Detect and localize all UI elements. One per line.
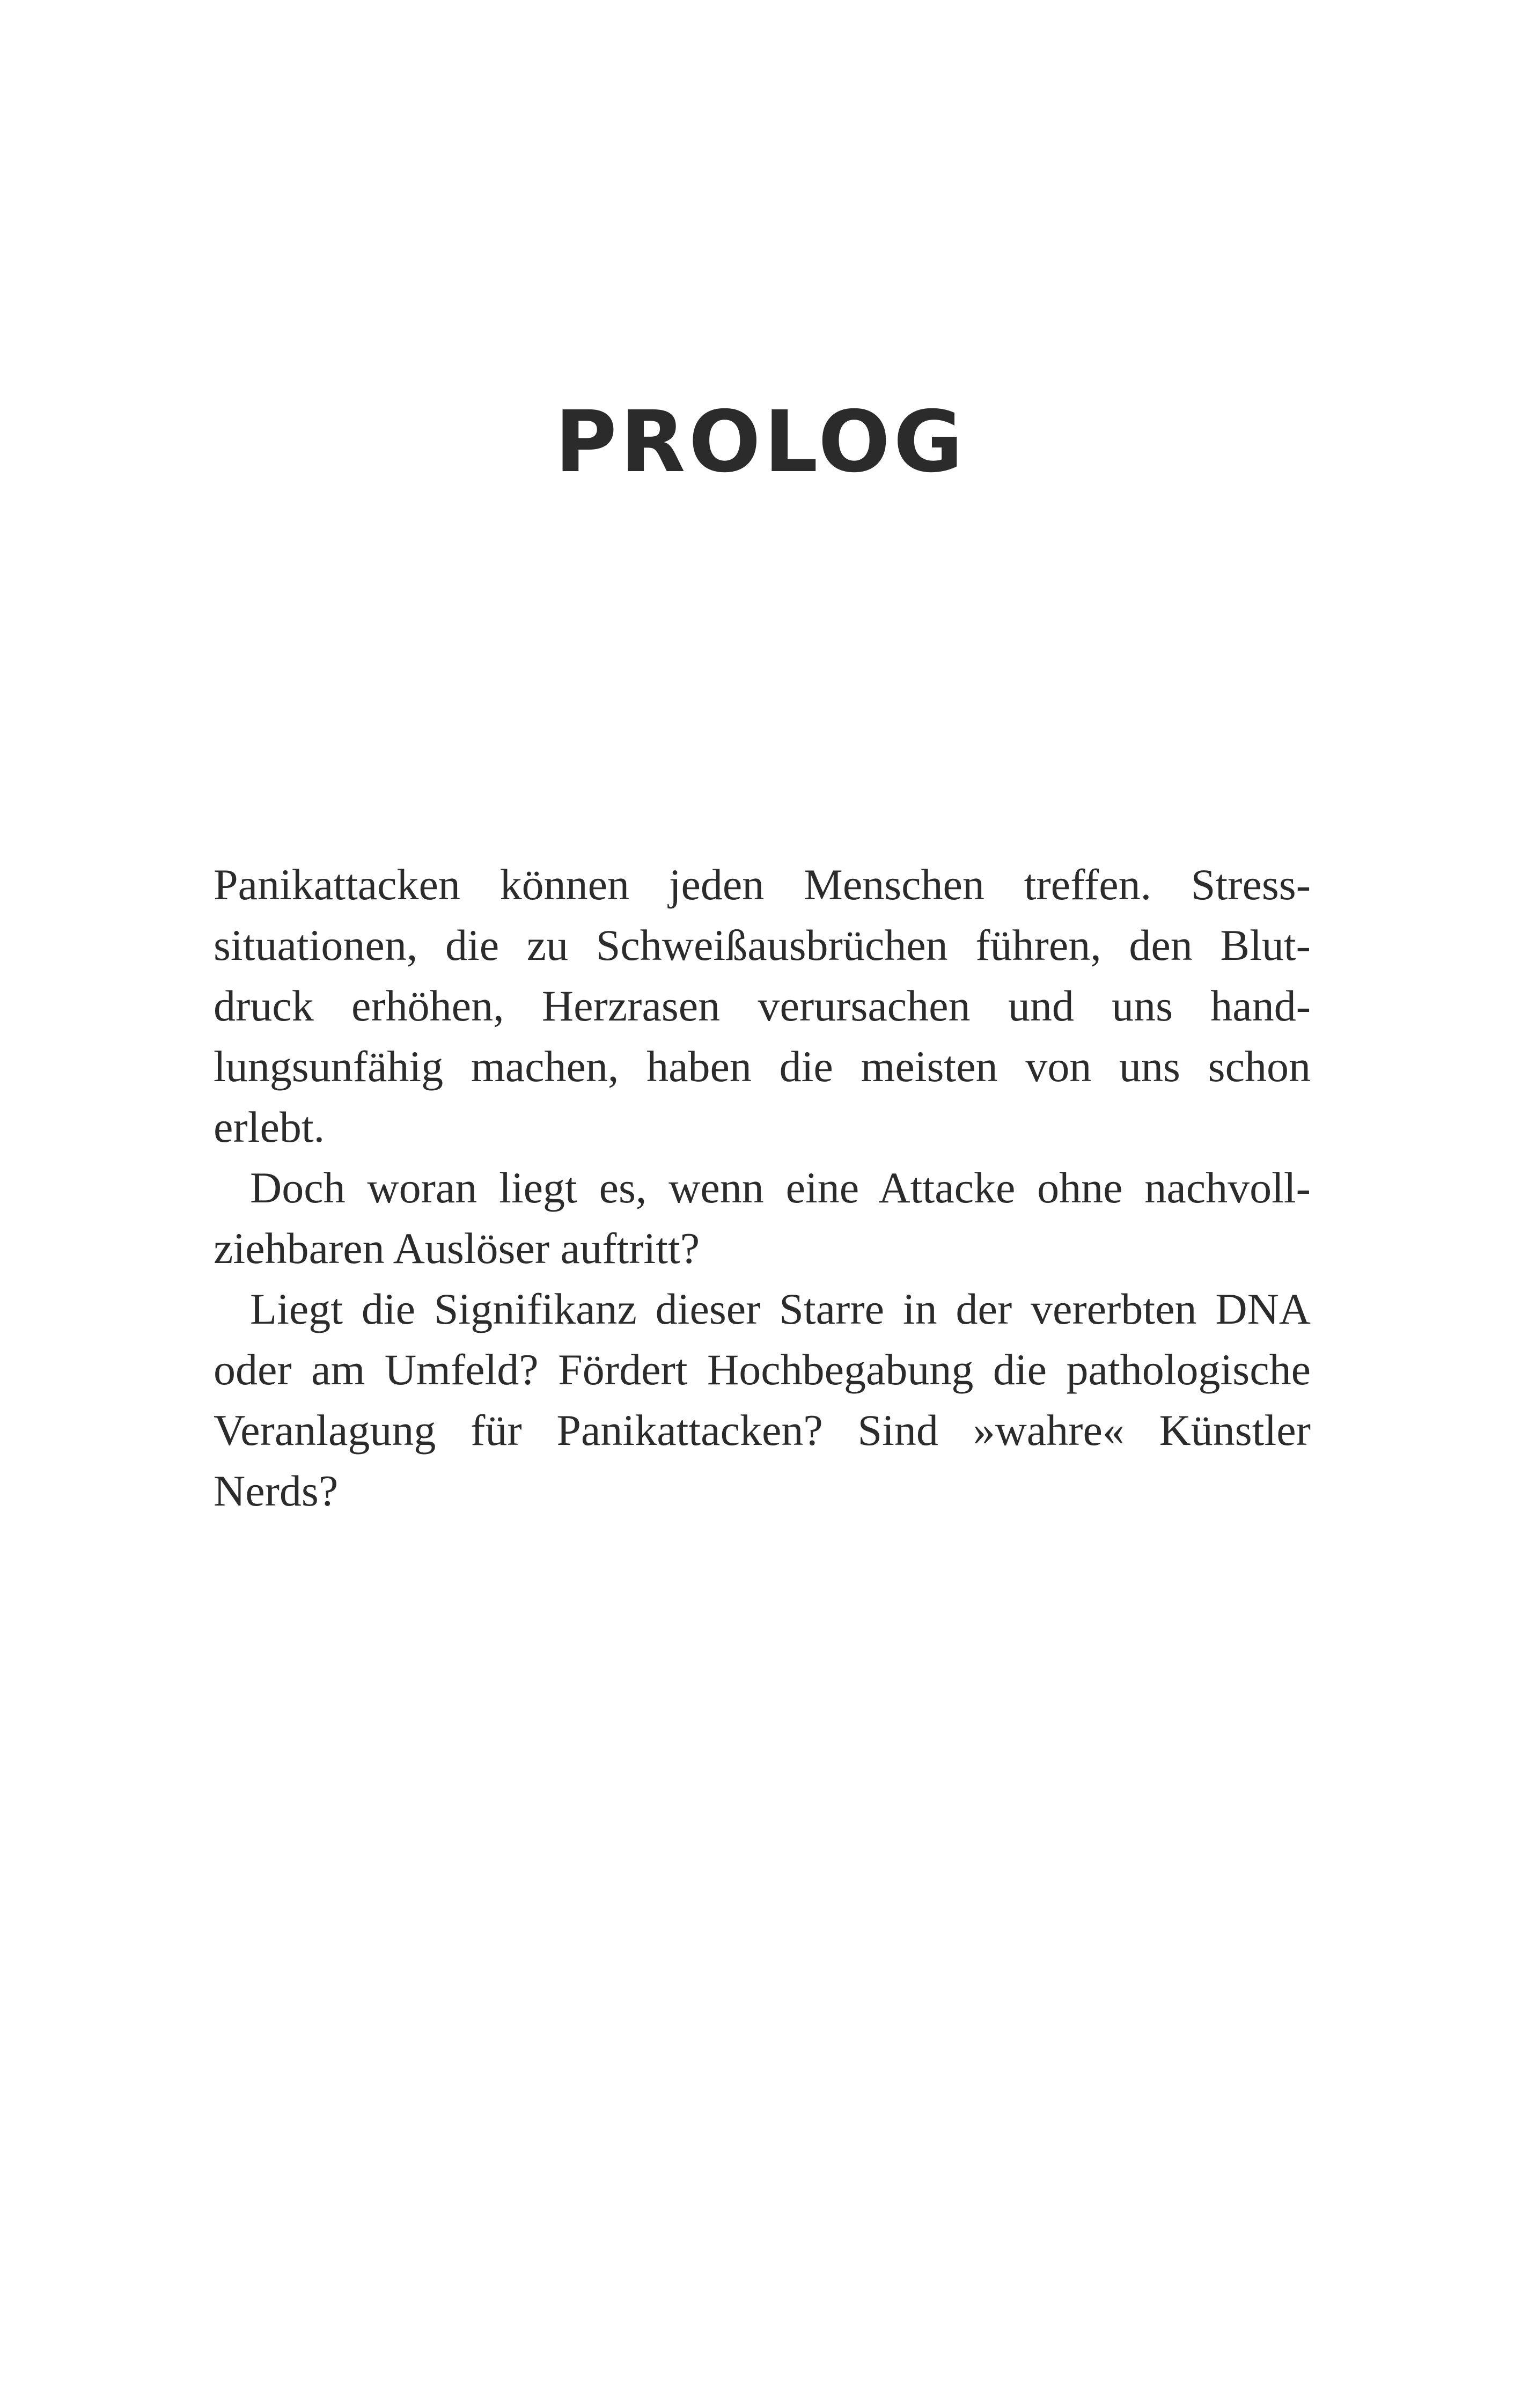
paragraph-2: [214, 1157, 1311, 1279]
text-line: Doch woran liegt es, wenn eine Attacke ohne nachvoll-: [250, 1163, 1311, 1212]
text-line: lungsunfähig machen, haben die meisten von uns schon: [214, 1042, 1311, 1091]
text-line: Panikattacken können jeden Menschen treffen. Stress-: [214, 860, 1311, 909]
paragraph-3: [214, 1279, 1311, 1521]
text-line: Veranlagung für Panikattacken? Sind »wahre« Künstler: [214, 1406, 1311, 1455]
text-line: erlebt.: [214, 1103, 325, 1151]
paragraph-1: [214, 854, 1311, 1157]
chapter-title: PROLOG: [555, 393, 966, 491]
prolog-body: [214, 854, 1311, 1521]
text-line: druck erhöhen, Herzrasen verursachen und uns hand-: [214, 981, 1311, 1030]
text-line: oder am Umfeld? Fördert Hochbegabung die pathologische: [214, 1345, 1311, 1394]
text-line: situationen, die zu Schweißausbrüchen führen, den Blut-: [214, 921, 1311, 970]
text-line: ziehbaren Auslöser auftritt?: [214, 1224, 700, 1273]
text-line: Liegt die Signifikanz dieser Starre in der vererbten DNA: [250, 1284, 1311, 1333]
text-line: Nerds?: [214, 1466, 339, 1515]
